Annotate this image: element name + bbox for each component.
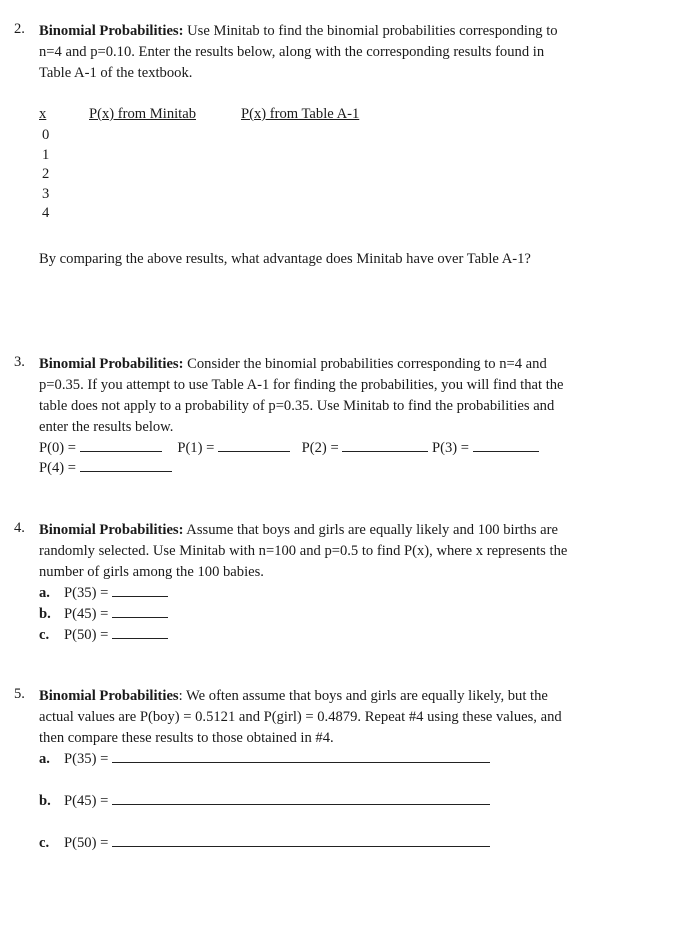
answer-blank[interactable]: [112, 749, 490, 763]
subquestion-b: [39, 791, 654, 812]
question-text-line: Use Minitab to find the binomial probabilities corresponding to: [183, 23, 558, 39]
answer-label: P(4) =: [39, 460, 77, 476]
answer-blank[interactable]: [112, 625, 168, 639]
answer-blank[interactable]: [112, 791, 490, 805]
table-header-minitab: P(x) from Minitab: [89, 106, 197, 122]
question-text-line: n=4 and p=0.10. Enter the results below, along with the corresponding results found in: [39, 44, 545, 60]
table-row-x: 1: [42, 146, 50, 163]
subquestion-b: [39, 604, 654, 625]
subquestion-text: P(35) =: [64, 751, 109, 767]
question-title: Binomial Probabilities:: [39, 23, 184, 39]
question-title: Binomial Probabilities:: [39, 356, 184, 372]
answer-label: P(2) =: [301, 440, 339, 456]
subquestion-c: [39, 625, 654, 646]
subquestion-a: [39, 583, 654, 604]
table-row-x: 3: [42, 185, 50, 202]
question-5: [14, 686, 654, 854]
question-4: [14, 520, 654, 646]
table-row-x: 4: [42, 205, 50, 222]
subquestion-label: c.: [39, 835, 50, 851]
answer-row: [39, 438, 654, 458]
question-title: Binomial Probabilities: [39, 688, 179, 704]
answer-blank[interactable]: [112, 604, 168, 618]
question-text-line: enter the results below.: [39, 419, 174, 435]
question-text-line: : We often assume that boys and girls are equally likely, but the: [178, 688, 548, 704]
subquestion-label: c.: [39, 627, 50, 643]
subquestion-c: [39, 833, 654, 854]
question-text-line: Assume that boys and girls are equally likely and 100 births are: [183, 522, 558, 538]
question-text-line: Table A-1 of the textbook.: [39, 65, 193, 81]
answer-blank-p2[interactable]: [342, 438, 428, 452]
question-number: 3.: [14, 354, 25, 370]
answer-blank-p1[interactable]: [218, 438, 290, 452]
subquestion-label: a.: [39, 585, 50, 601]
table-header-table-a1: P(x) from Table A-1: [241, 106, 360, 122]
table-row-x: 0: [42, 127, 50, 143]
answer-blank-p3[interactable]: [473, 438, 539, 452]
answer-row: [39, 458, 654, 478]
question-text-line: randomly selected. Use Minitab with n=100 and p=0.5 to find P(x), where x represents the: [39, 543, 568, 559]
subquestion-text: P(35) =: [64, 585, 109, 601]
question-text-line: then compare these results to those obtained in #4.: [39, 730, 334, 746]
question-number: 2.: [14, 21, 25, 37]
question-text-line: Consider the binomial probabilities corresponding to n=4 and: [183, 356, 547, 372]
subquestion-text: P(45) =: [64, 793, 109, 809]
subquestion-text: P(45) =: [64, 606, 109, 622]
question-number: 4.: [14, 520, 25, 536]
table-header-x: x: [39, 106, 47, 122]
question-2: [14, 21, 654, 84]
answer-label: P(1) =: [177, 440, 215, 456]
answer-blank[interactable]: [112, 833, 490, 847]
question-text-line: number of girls among the 100 babies.: [39, 564, 264, 580]
answer-blank-p4[interactable]: [80, 458, 172, 472]
table-row-x: 2: [42, 166, 50, 183]
subquestion-label: b.: [39, 606, 51, 622]
answer-label: P(3) =: [431, 440, 469, 456]
question-text-line: p=0.35. If you attempt to use Table A-1 for finding the probabilities, you will find that the: [39, 377, 564, 393]
probability-table: [39, 106, 399, 224]
question-text-line: table does not apply to a probability of p=0.35. Use Minitab to find the probabilities and: [39, 398, 555, 414]
subquestion-label: a.: [39, 751, 50, 767]
answer-blank[interactable]: [112, 583, 168, 597]
question-number: 5.: [14, 686, 25, 702]
subquestion-text: P(50) =: [64, 627, 109, 643]
subquestion-text: P(50) =: [64, 835, 109, 851]
followup-question: By comparing the above results, what advantage does Minitab have over Table A-1?: [39, 251, 531, 267]
subquestion-a: [39, 749, 654, 770]
question-3: [14, 354, 654, 478]
subquestion-label: b.: [39, 793, 51, 809]
question-title: Binomial Probabilities:: [39, 522, 184, 538]
answer-blank-p0[interactable]: [80, 438, 162, 452]
question-text-line: actual values are P(boy) = 0.5121 and P(girl) = 0.4879. Repeat #4 using these values, and: [39, 709, 562, 725]
answer-label: P(0) =: [39, 440, 77, 456]
